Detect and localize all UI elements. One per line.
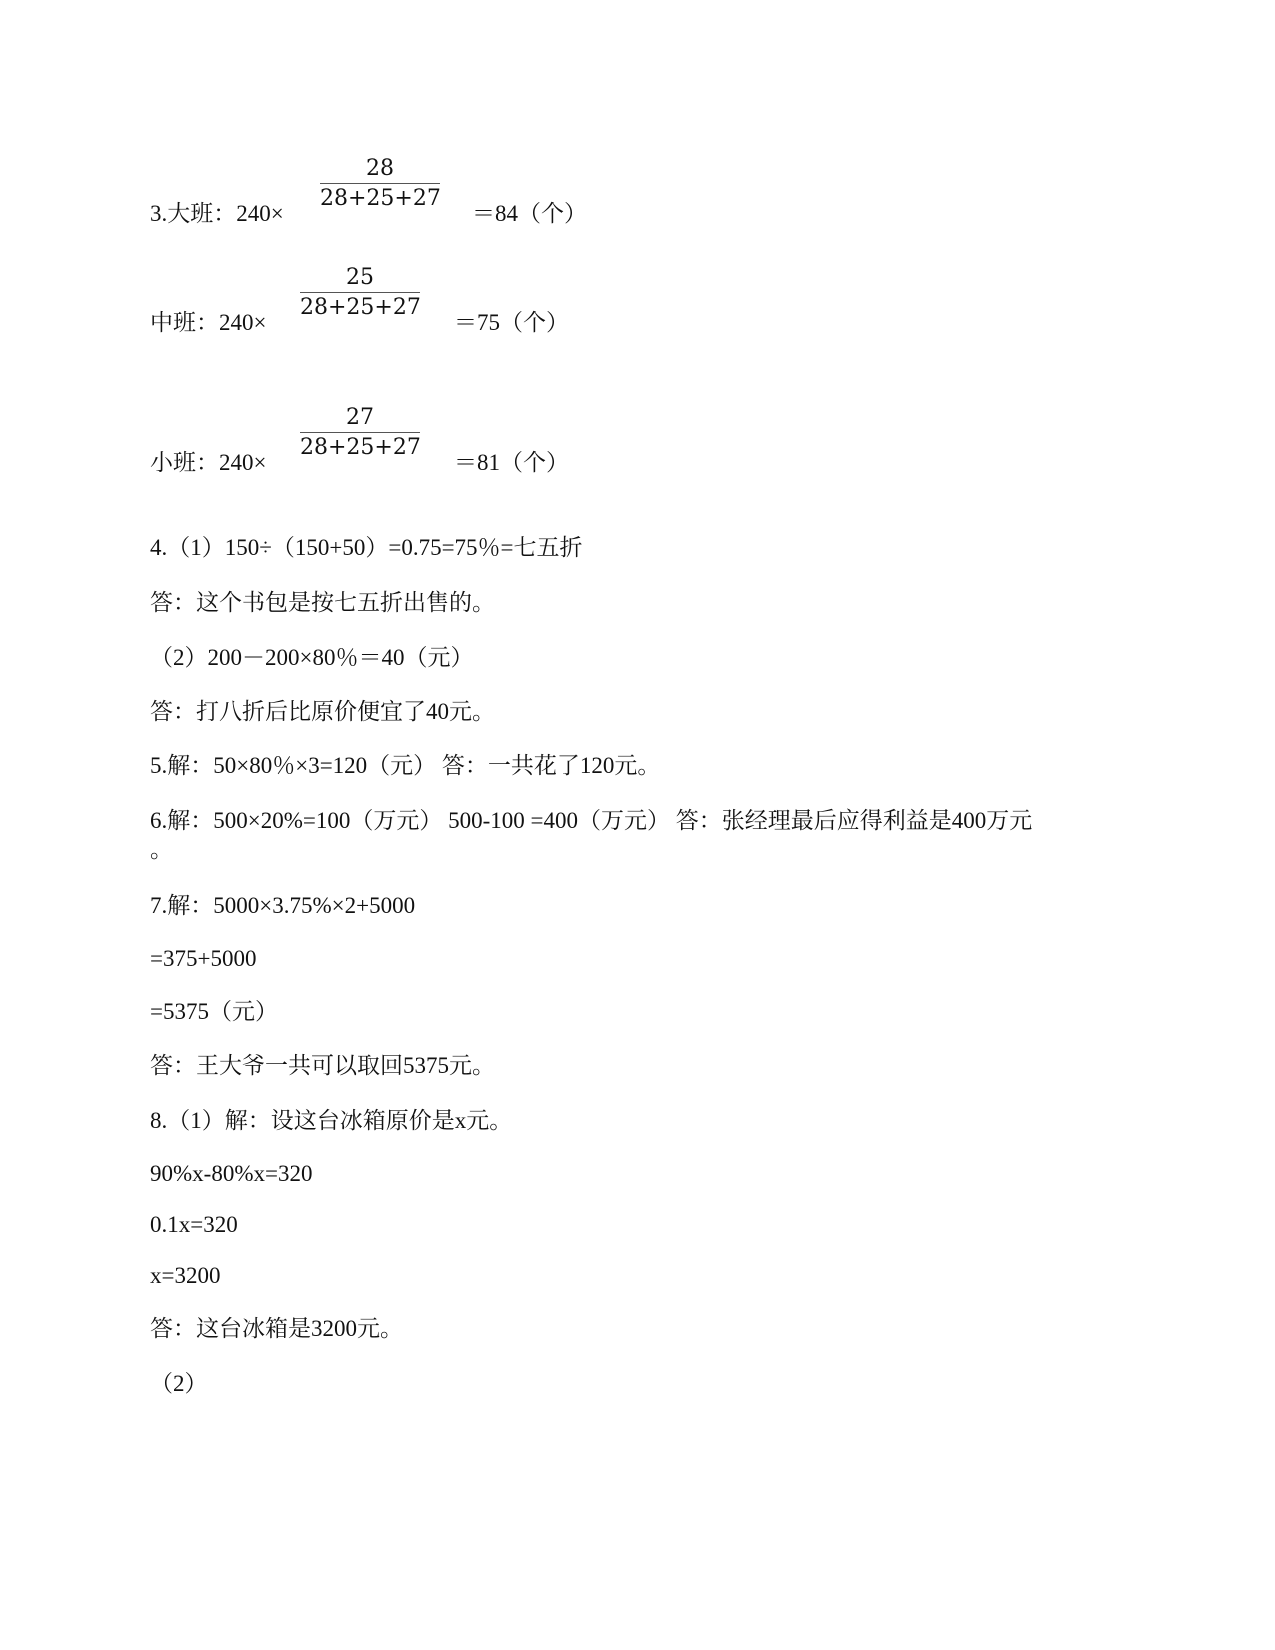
q3-middle-fraction <box>300 265 420 321</box>
fraction-denominator: 28+25+27 <box>320 186 441 211</box>
q4-part1: 4.（1）150÷（150+50）=0.75=75％=七五折 <box>150 535 583 560</box>
q8-part1: 8.（1）解：设这台冰箱原价是x元。 <box>150 1108 513 1133</box>
fraction-bar <box>300 292 420 293</box>
fraction-numerator: 28 <box>366 156 394 181</box>
q7-step2: =375+5000 <box>150 946 257 971</box>
fraction-bar <box>320 183 440 184</box>
q3-middle-label: 中班：240× <box>150 310 267 335</box>
q6-solution: 6.解：500×20%=100（万元） 500-100 =400（万元） 答：张经理最后应得利益是400万元 <box>150 808 1033 833</box>
q5-solution: 5.解：50×80％×3=120（元） 答：一共花了120元。 <box>150 753 661 778</box>
q3-small-result: ＝81（个） <box>454 450 569 475</box>
fraction-bar <box>300 432 420 433</box>
fraction-numerator: 27 <box>346 405 374 430</box>
q6-continuation: 。 <box>150 837 173 862</box>
fraction-denominator: 28+25+27 <box>300 435 421 460</box>
q8-part2: （2） <box>150 1371 208 1396</box>
q4-part2: （2）200－200×80％＝40（元） <box>150 645 474 670</box>
q3-large-result: ＝84（个） <box>472 201 587 226</box>
q3-small-label: 小班：240× <box>150 450 267 475</box>
q3-large-label: 3.大班：240× <box>150 201 284 226</box>
q7-answer: 答：王大爷一共可以取回5375元。 <box>150 1053 495 1078</box>
q3-middle-result: ＝75（个） <box>454 310 569 335</box>
q8-equation: 90%x-80%x=320 <box>150 1161 313 1186</box>
fraction-numerator: 25 <box>346 265 374 290</box>
q4-part2-answer: 答：打八折后比原价便宜了40元。 <box>150 699 495 724</box>
q4-part1-answer: 答：这个书包是按七五折出售的。 <box>150 590 495 615</box>
q7-step1: 7.解：5000×3.75%×2+5000 <box>150 893 416 918</box>
q8-result: x=3200 <box>150 1263 221 1288</box>
q8-answer: 答：这台冰箱是3200元。 <box>150 1316 403 1341</box>
q8-step: 0.1x=320 <box>150 1212 238 1237</box>
q3-small-fraction <box>300 405 420 461</box>
fraction-denominator: 28+25+27 <box>300 295 421 320</box>
q7-step3: =5375（元） <box>150 999 278 1024</box>
q3-large-fraction <box>320 156 440 212</box>
